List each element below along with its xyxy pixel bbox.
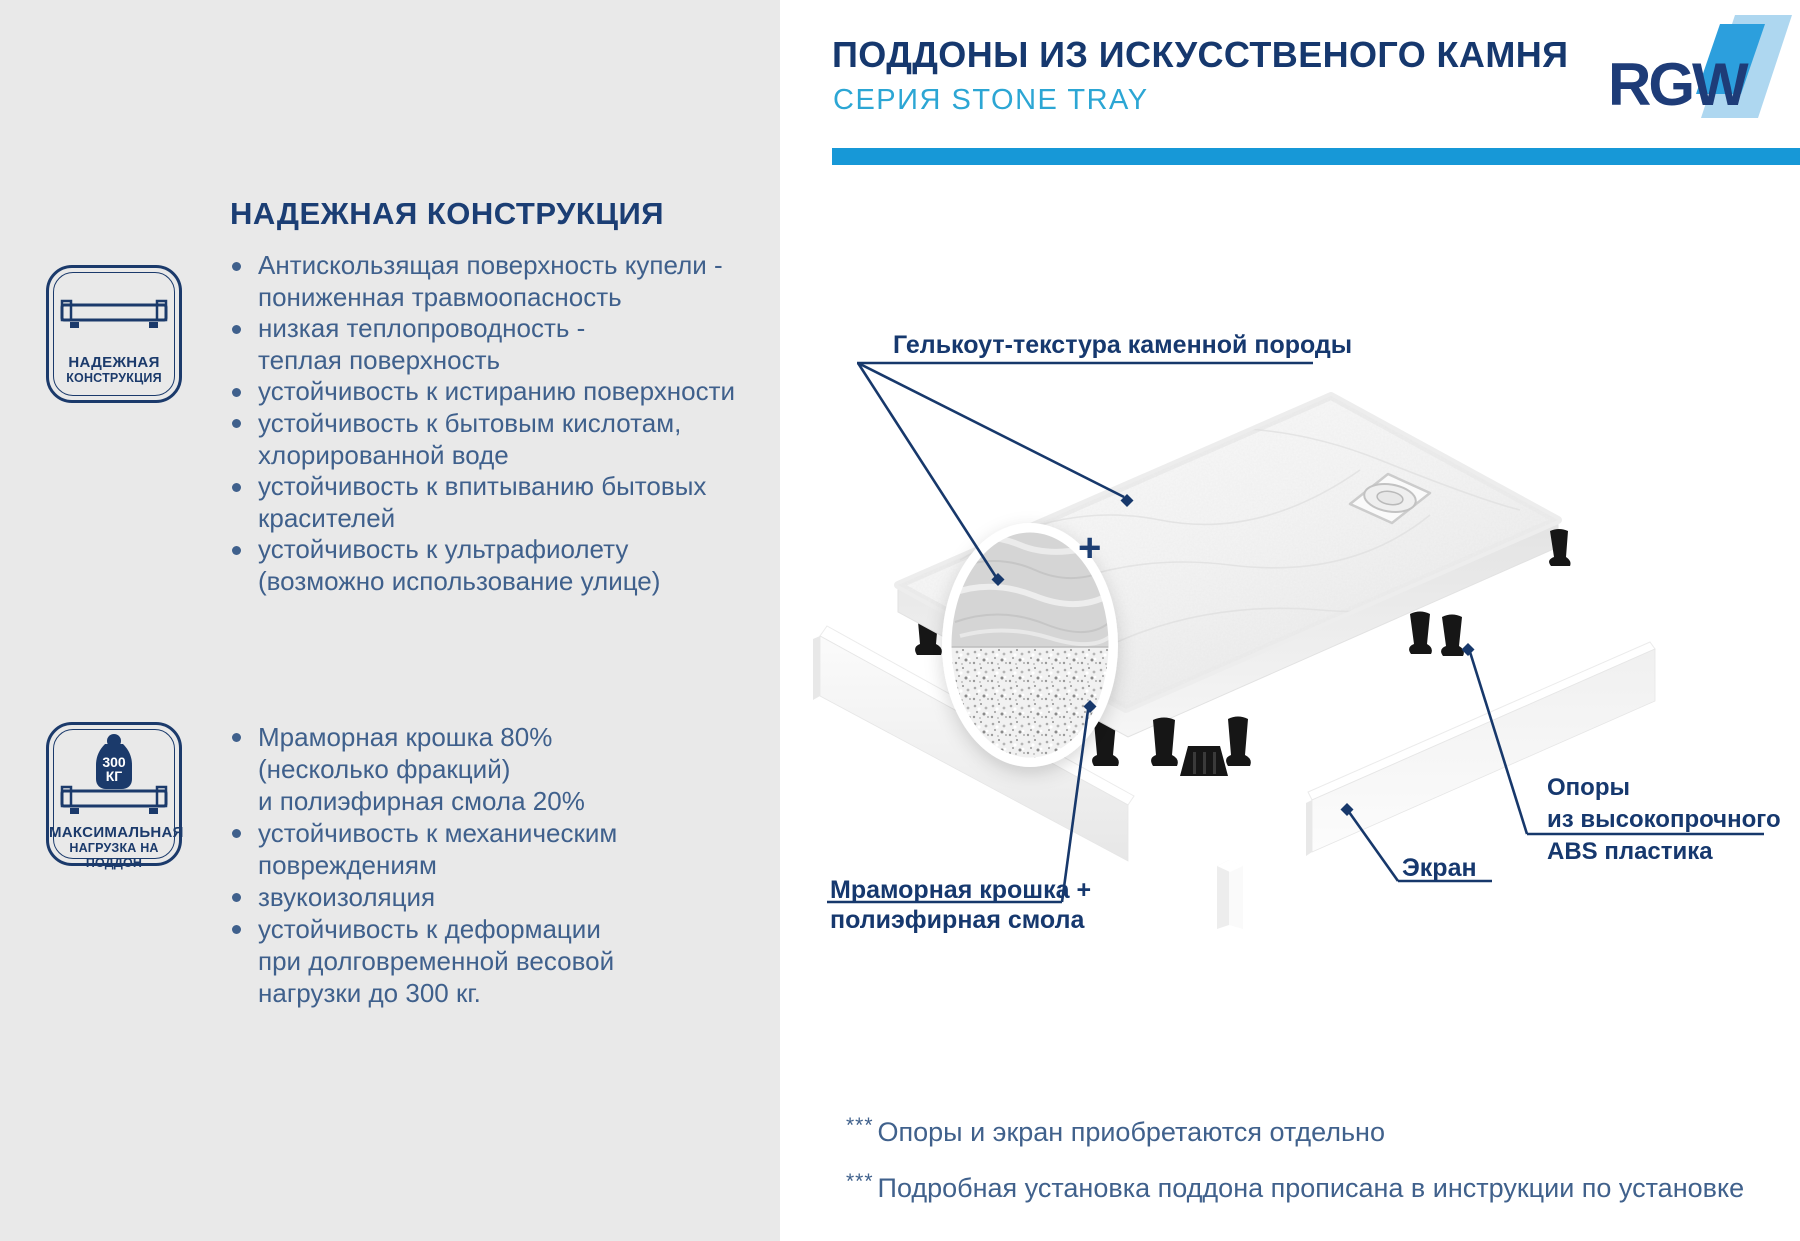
weight-unit: КГ xyxy=(105,768,123,784)
footnote xyxy=(846,1170,1744,1204)
weight-value: 300 xyxy=(102,754,126,770)
feature-line: Антискользящая поверхность купели - xyxy=(258,250,723,280)
feature-line: устойчивость к механическим xyxy=(258,818,618,848)
footnote-marker: *** xyxy=(846,1114,874,1137)
label-supports-line3: ABS пластика xyxy=(1547,838,1713,865)
feature-line: хлорированной воде xyxy=(258,439,509,470)
page-title: ПОДДОНЫ ИЗ ИСКУССТВЕНОГО КАМНЯ xyxy=(832,34,1569,75)
rgw-logo-text: RGW xyxy=(1608,51,1746,118)
feature-line: пониженная травмоопасность xyxy=(258,281,622,312)
feature-line: теплая поверхность xyxy=(258,344,501,375)
badge-title: МАКСИМАЛЬНАЯ xyxy=(49,824,184,841)
feature-line: повреждениям xyxy=(258,850,437,880)
label-screen: Экран xyxy=(1402,854,1477,882)
feature-line: звукоизоляция xyxy=(258,882,436,912)
feature-line: (возможно использование улице) xyxy=(258,565,661,596)
footnote xyxy=(846,1114,1385,1148)
feature-line: (несколько фракций) xyxy=(258,754,511,784)
page-subtitle: СЕРИЯ STONE TRAY xyxy=(833,84,1149,116)
feature-line: устойчивость к впитыванию бытовых xyxy=(258,471,707,502)
label-gelcoat: Гелькоут-текстура каменной породы xyxy=(893,331,1353,359)
badge-title: НАДЕЖНАЯ xyxy=(68,354,160,371)
feature-line: устойчивость к бытовым кислотам, xyxy=(258,407,682,438)
feature-line: низкая теплопроводность - xyxy=(258,313,586,344)
badge-subtitle: НАГРУЗКА НА ПОДДОН xyxy=(69,841,159,870)
feature-line: устойчивость к деформации xyxy=(258,914,601,944)
footnote-marker: *** xyxy=(846,1170,874,1193)
footnote-text: Опоры и экран приобретаются отдельно xyxy=(877,1117,1385,1147)
left-panel-heading: НАДЕЖНАЯ КОНСТРУКЦИЯ xyxy=(230,196,665,231)
feature-line: устойчивость к истиранию поверхности xyxy=(258,376,736,407)
feature-line: при долговременной весовой xyxy=(258,946,615,976)
label-marble-line1: Мраморная крошка + xyxy=(830,876,1092,904)
feature-line: нагрузки до 300 кг. xyxy=(258,978,481,1008)
footnote-text: Подробная установка поддона прописана в инструкции по установке xyxy=(877,1173,1745,1203)
feature-line: и полиэфирная смола 20% xyxy=(258,786,585,816)
screen-corner-piece xyxy=(1217,860,1243,929)
feature-line: устойчивость к ультрафиолету xyxy=(258,534,629,565)
plus-icon[interactable]: + xyxy=(1078,526,1102,570)
label-marble-line2: полиэфирная смола xyxy=(830,906,1085,934)
label-supports-line1: Опоры xyxy=(1547,774,1630,801)
feature-line: Мраморная крошка 80% xyxy=(258,722,553,752)
badge-subtitle: КОНСТРУКЦИЯ xyxy=(66,371,162,386)
label-supports-line2: из высокопрочного xyxy=(1547,806,1781,833)
feature-line: красителей xyxy=(258,502,396,533)
